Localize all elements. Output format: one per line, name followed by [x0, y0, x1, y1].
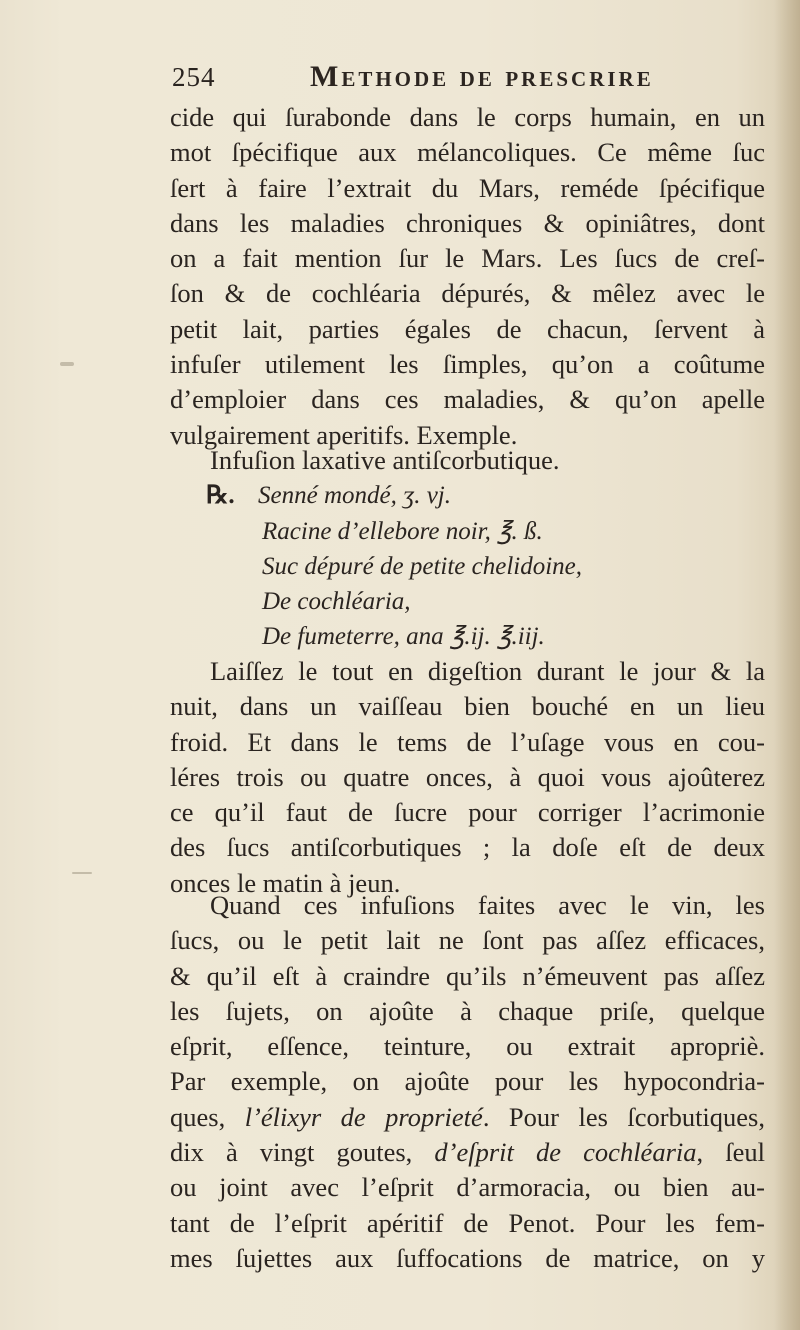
recipe-item: De fumeterre, ana ℥.ij. ℥.iij.	[262, 623, 545, 651]
text-line: infuſer utilement les ſimples, qu’on a coûtume	[170, 349, 765, 380]
text-line: Par exemple, on ajoûte pour les hypocondria-	[170, 1066, 765, 1097]
recipe-item: Suc dépuré de petite chelidoine,	[262, 552, 583, 580]
text-run: ques,	[170, 1101, 245, 1132]
text-line: & qu’il eſt à craindre qu’ils n’émeuvent pas aſſez	[170, 960, 765, 991]
body-paragraph-a	[170, 100, 765, 453]
text-line: petit lait, parties égales de chacun, ſervent à	[170, 313, 765, 344]
text-line: léres trois ou quatre onces, à quoi vous ajoûterez	[170, 761, 765, 792]
text-line: Quand ces infuſions faites avec le vin, les	[210, 890, 765, 920]
text-line: ſon & de cochléaria dépurés, & mêlez avec le	[170, 278, 765, 309]
recipe-item: De cochléaria,	[262, 588, 411, 616]
recipe-title: Infuſion laxative antiſcorbutique.	[210, 445, 560, 475]
text-line: mot ſpécifique aux mélancoliques. Ce même ſuc	[170, 137, 765, 168]
text-line: on a fait mention ſur le Mars. Les ſucs de creſ-	[170, 243, 765, 274]
page-number: 254	[172, 62, 216, 92]
body-paragraph-b	[170, 654, 765, 901]
paper-blemish	[60, 362, 74, 366]
recipe-item-text: Senné mondé, ʒ. vj.	[258, 482, 451, 510]
text-run: , ſeul	[696, 1137, 765, 1168]
running-head: Methode de prescrire	[310, 60, 654, 93]
text-line: Laiſſez le tout en digeſtion durant le jour & la	[210, 656, 765, 686]
text-line: ce qu’il faut de ſucre pour corriger l’acrimonie	[170, 797, 765, 828]
text-line: des ſucs antiſcorbutiques ; la doſe eſt de deux	[170, 832, 765, 863]
text-line: vulgairement aperitifs. Exemple.	[170, 419, 518, 450]
text-line: ou joint avec l’eſprit d’armoracia, ou bien au-	[170, 1172, 765, 1203]
text-line: dans les maladies chroniques & opiniâtres, dont	[170, 207, 765, 238]
recipe-item	[170, 478, 765, 513]
text-line: nuit, dans un vaiſſeau bien bouché en un lieu	[170, 691, 765, 722]
text-line: froid. Et dans le tems de l’uſage vous en cou-	[170, 726, 765, 757]
text-line: cide qui ſurabonde dans le corps humain, en un	[170, 102, 765, 132]
text-line	[170, 1135, 765, 1170]
text-line: ſucs, ou le petit lait ne ſont pas aſſez efficaces,	[170, 925, 765, 956]
text-line: tant de l’eſprit apéritif de Penot. Pour les fem-	[170, 1207, 765, 1238]
text-line: onces le matin à jeun.	[170, 867, 401, 898]
text-line: mes ſujettes aux ſuffocations de matrice, on y	[170, 1242, 765, 1273]
text-line: eſprit, eſſence, teinture, ou extrait apropriè.	[170, 1031, 765, 1062]
text-line	[170, 1100, 765, 1135]
text-run: . Pour les ſcorbutiques,	[482, 1101, 765, 1132]
italic-run: d’eſprit de cochléaria	[434, 1137, 697, 1168]
text-line: les ſujets, on ajoûte à chaque priſe, quelque	[170, 995, 765, 1026]
italic-run: l’élixyr de proprieté	[244, 1101, 483, 1132]
body-paragraph-c	[170, 888, 765, 1276]
page-header	[172, 62, 772, 102]
text-line: d’emploier dans ces maladies, & qu’on apelle	[170, 384, 765, 415]
recipe-block	[170, 443, 765, 655]
text-run: dix à vingt goutes,	[170, 1137, 435, 1168]
paper-blemish	[72, 872, 92, 874]
recipe-item: Racine d’ellebore noir, ℥. ß.	[262, 517, 543, 545]
text-line: ſert à faire l’extrait du Mars, reméde ſpécifique	[170, 172, 765, 203]
recipe-symbol: ℞.	[206, 482, 235, 510]
page-gutter-shadow	[774, 0, 800, 1330]
